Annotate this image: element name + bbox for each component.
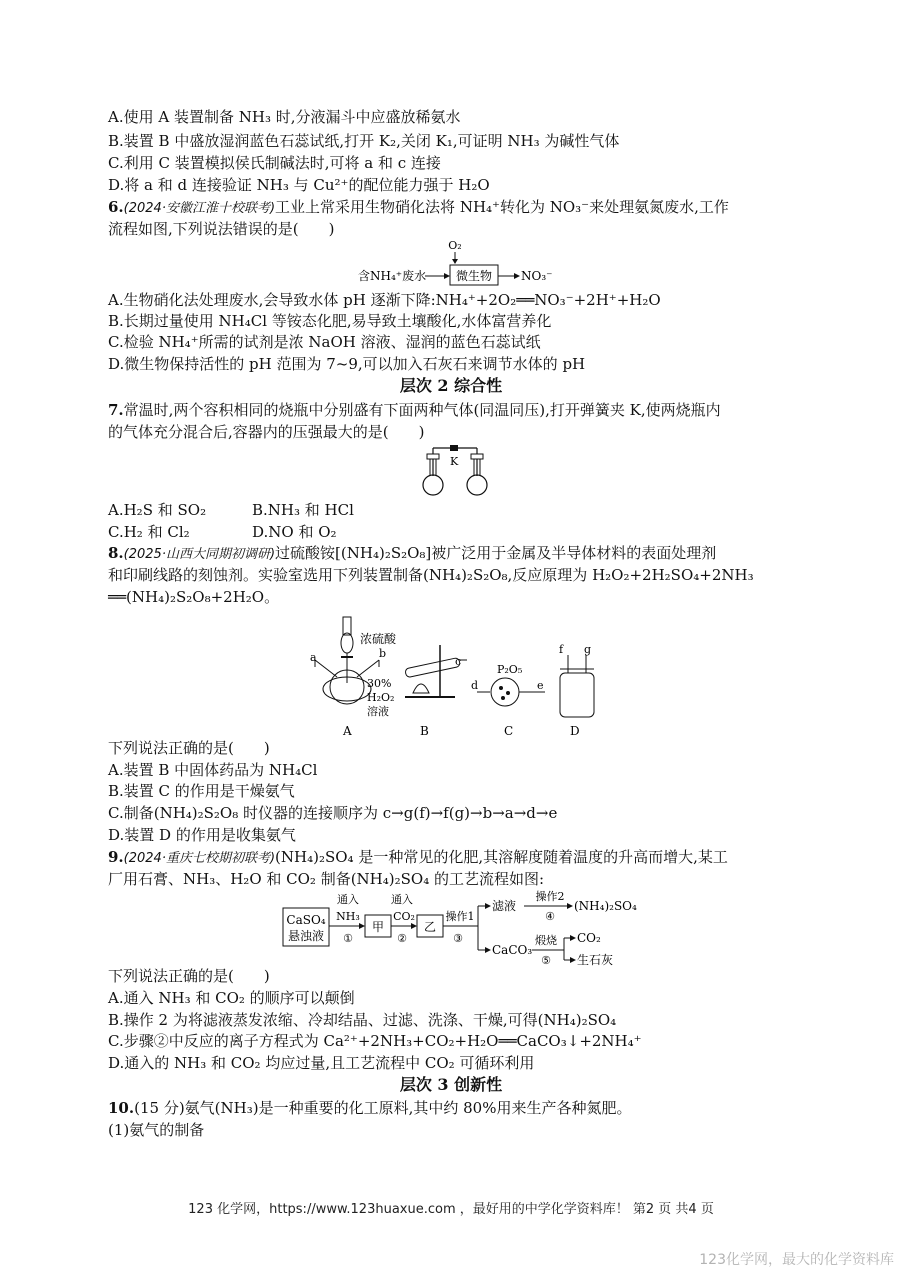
c-granule-3 (501, 696, 505, 700)
q6-source: (2024·安徽江淮十校联考) (123, 201, 276, 216)
q8-port-d: d (471, 679, 479, 692)
q8-option-a: A.装置 B 中固体药品为 NH₄Cl (108, 761, 318, 779)
q9-option-a: A.通入 NH₃ 和 CO₂ 的顺序可以颠倒 (108, 989, 355, 1007)
q9-option-c: C.步骤②中反应的离子方程式为 Ca²⁺+2NH₃+CO₂+H₂O══CaCO₃↓+2NH₄⁺ (108, 1032, 642, 1050)
q7-option-a: A.H₂S 和 SO₂ (108, 501, 207, 519)
q7-left-flask (423, 475, 443, 495)
q9-stem-text: (NH₄)₂SO₄ 是一种常见的化肥,其溶解度随着温度的升高而增大,某工 (275, 848, 728, 866)
q7-k-label: K (450, 455, 459, 468)
q7-right-stopper (471, 454, 483, 459)
q5-option-b: B.装置 B 中盛放湿润蓝色石蕊试纸,打开 K₂,关闭 K₁,可证明 NH₃ 为碱性气体 (108, 132, 620, 150)
q9-calcine: 煅烧 (535, 934, 557, 947)
q6-fig-box-label: 微生物 (455, 269, 493, 283)
q8-stem-text: 过硫酸铵[(NH₄)₂S₂O₈]被广泛用于金属及半导体材料的表面处理剂 (275, 544, 717, 562)
q9-step2: ② (397, 932, 407, 945)
q5-option-a: A.使用 A 装置制备 NH₃ 时,分液漏斗中应盛放稀氨水 (108, 108, 461, 126)
c-drying-tube-bulb (491, 678, 519, 706)
q8-stem-1 (108, 543, 716, 565)
q9-jia: 甲 (371, 920, 385, 934)
apparatus-b (405, 645, 467, 697)
q8-label-pct: 30% (367, 677, 392, 690)
q6-fig-output: NO₃⁻ (521, 269, 553, 283)
q7-option-b: B.NH₃ 和 HCl (252, 501, 354, 519)
q9-prompt: 下列说法正确的是( ) (108, 967, 270, 985)
page-footer: 123 化学网，https://www.123huaxue.com ，最好用的中学化学资料库！ 第2 页 共4 页 (188, 1202, 714, 1217)
q8-port-b: b (379, 647, 387, 660)
b-burner (413, 684, 429, 693)
q7-stem-2: 的气体充分混合后,容器内的压强最大的是( ) (108, 423, 425, 441)
q5-option-c: C.利用 C 装置模拟侯氏制碱法时,可将 a 和 c 连接 (108, 154, 441, 172)
q6-fig-arrow-in-head (444, 273, 450, 279)
q9-stem-1 (108, 847, 728, 869)
q9-start-1: CaSO₄ (286, 913, 326, 927)
q6-number: 6. (108, 198, 124, 216)
q8-caption-b: B (420, 724, 429, 738)
q7-option-d: D.NO 和 O₂ (252, 523, 337, 541)
q8-source: (2025·山西大同期初调研) (123, 547, 276, 562)
apparatus-d (560, 655, 594, 717)
q8-apparatus-diagram (305, 605, 605, 740)
q9-caco3: CaCO₃ (492, 943, 533, 957)
q7-clamp-k (450, 445, 458, 451)
q8-option-c: C.制备(NH₄)₂S₂O₈ 时仪器的连接顺序为 c→g(f)→f(g)→b→a→d→e (108, 804, 558, 822)
q9-arrow-1-head (359, 923, 365, 929)
q8-port-f: f (559, 643, 564, 656)
c-granule-1 (499, 686, 503, 690)
q6-stem-1 (108, 197, 729, 219)
q9-flow-diagram (280, 888, 640, 968)
d-bottle (560, 673, 594, 717)
q8-port-a: a (310, 651, 317, 664)
q9-arrow-2-head (411, 923, 417, 929)
q6-flow-diagram (355, 238, 555, 288)
q8-port-g: g (584, 643, 592, 656)
q9-co2: CO₂ (577, 931, 601, 945)
q9-number: 9. (108, 848, 124, 866)
q8-option-b: B.装置 C 的作用是干燥氨气 (108, 782, 295, 800)
b-test-tube (405, 657, 461, 677)
q6-fig-o2: O₂ (448, 239, 462, 252)
q9-step4: ④ (545, 910, 555, 923)
q9-op1: 操作1 (445, 910, 475, 923)
q9-branch-2-top-head (570, 935, 576, 941)
q6-option-c: C.检验 NH₄⁺所需的试剂是浓 NaOH 溶液、湿润的蓝色石蕊试纸 (108, 333, 541, 351)
q6-option-d: D.微生物保持活性的 pH 范围为 7~9,可以加入石灰石来调节水体的 pH (108, 355, 586, 373)
apparatus-c (477, 678, 545, 706)
q8-port-e: e (537, 679, 544, 692)
q9-branch-bottom-head (485, 947, 491, 953)
q7-stem-1 (108, 400, 721, 420)
a-funnel-bulb (341, 633, 353, 653)
q9-option-d: D.通入的 NH₃ 和 CO₂ 均应过量,且工艺流程中 CO₂ 可循环利用 (108, 1054, 535, 1072)
q10-stem-text: (15 分)氨气(NH₃)是一种重要的化工原料,其中约 80%用来生产各种氮肥。 (134, 1099, 632, 1117)
q8-number: 8. (108, 544, 124, 562)
q9-product: (NH₄)₂SO₄ (574, 899, 637, 913)
q8-label-conc-acid: 浓硫酸 (360, 632, 397, 646)
q9-feed2-top: 通入 (391, 893, 413, 906)
q9-feed1-top: 通入 (337, 893, 359, 906)
q9-arrow-4-head (567, 903, 573, 909)
q7-option-c: C.H₂ 和 Cl₂ (108, 523, 190, 541)
q9-op2: 操作2 (535, 890, 565, 903)
q6-stem-text: 工业上常采用生物硝化法将 NH₄⁺转化为 NO₃⁻来处理氨氮废水,工作 (275, 198, 729, 216)
q5-option-d: D.将 a 和 d 连接验证 NH₃ 与 Cu²⁺的配位能力强于 H₂O (108, 176, 490, 194)
q9-feed1: NH₃ (336, 910, 360, 923)
q6-fig-input: 含NH₄⁺废水 (358, 269, 427, 283)
q8-caption-a: A (343, 724, 352, 738)
q7-number: 7. (108, 401, 124, 419)
a-left-tube (315, 660, 337, 677)
q8-port-c: c (455, 655, 462, 668)
q6-fig-arrow-out-head (514, 273, 520, 279)
q9-step1: ① (343, 932, 353, 945)
q8-option-d: D.装置 D 的作用是收集氨气 (108, 826, 296, 844)
q6-stem-2: 流程如图,下列说法错误的是( ) (108, 220, 335, 238)
section-heading-level2: 层次 2 综合性 (399, 376, 503, 395)
q8-caption-c: C (504, 724, 514, 738)
a-right-tube (357, 660, 379, 677)
q7-right-flask (467, 475, 487, 495)
q9-lime: 生石灰 (577, 953, 614, 967)
q9-branch-top-head (485, 903, 491, 909)
q9-step5: ⑤ (541, 954, 551, 967)
q9-start-2: 悬浊液 (287, 929, 325, 943)
q9-stem-2: 厂用石膏、NH₃、H₂O 和 CO₂ 制备(NH₄)₂SO₄ 的工艺流程如图: (108, 870, 545, 888)
q6-option-a: A.生物硝化法处理废水,会导致水体 pH 逐渐下降:NH₄⁺+2O₂══NO₃⁻+2H⁺+H₂O (108, 291, 661, 309)
q8-label-h2o2: H₂O₂ (367, 691, 395, 704)
q8-stem-3: ══(NH₄)₂S₂O₈+2H₂O。 (108, 588, 280, 606)
q9-feed2: CO₂ (393, 910, 415, 923)
q9-filtrate: 滤液 (492, 899, 517, 913)
watermark: 123化学网，最大的化学资料库 (699, 1252, 894, 1268)
q7-left-stopper (427, 454, 439, 459)
q7-stem-text: 常温时,两个容积相同的烧瓶中分别盛有下面两种气体(同温同压),打开弹簧夹 K,使两烧瓶内 (123, 401, 721, 419)
q9-option-b: B.操作 2 为将滤液蒸发浓缩、冷却结晶、过滤、洗涤、干燥,可得(NH₄)₂SO₄ (108, 1011, 617, 1029)
c-granule-2 (506, 691, 510, 695)
q8-prompt: 下列说法正确的是( ) (108, 739, 270, 757)
q8-stem-2: 和印刷线路的刻蚀剂。实验室选用下列装置制备(NH₄)₂S₂O₈,反应原理为 H₂O₂+2H₂SO₄+2NH₃ (108, 566, 754, 584)
q6-fig-o2-arrowhead (452, 259, 458, 264)
q10-sub1: (1)氨气的制备 (108, 1121, 205, 1139)
q10-stem (108, 1098, 631, 1118)
q7-flask-diagram (415, 440, 495, 498)
q9-step3: ③ (453, 932, 463, 945)
q10-number: 10. (108, 1099, 135, 1117)
q9-yi: 乙 (423, 920, 437, 934)
q6-option-b: B.长期过量使用 NH₄Cl 等铵态化肥,易导致土壤酸化,水体富营养化 (108, 312, 552, 330)
q9-branch-2-bottom-head (570, 957, 576, 963)
a-funnel-top (343, 617, 351, 635)
section-heading-level3: 层次 3 创新性 (399, 1075, 503, 1094)
q8-label-p2o5: P₂O₅ (497, 663, 523, 676)
q8-label-solution: 溶液 (367, 705, 389, 718)
q8-caption-d: D (570, 724, 580, 738)
q9-source: (2024·重庆七校期初联考) (123, 851, 276, 866)
